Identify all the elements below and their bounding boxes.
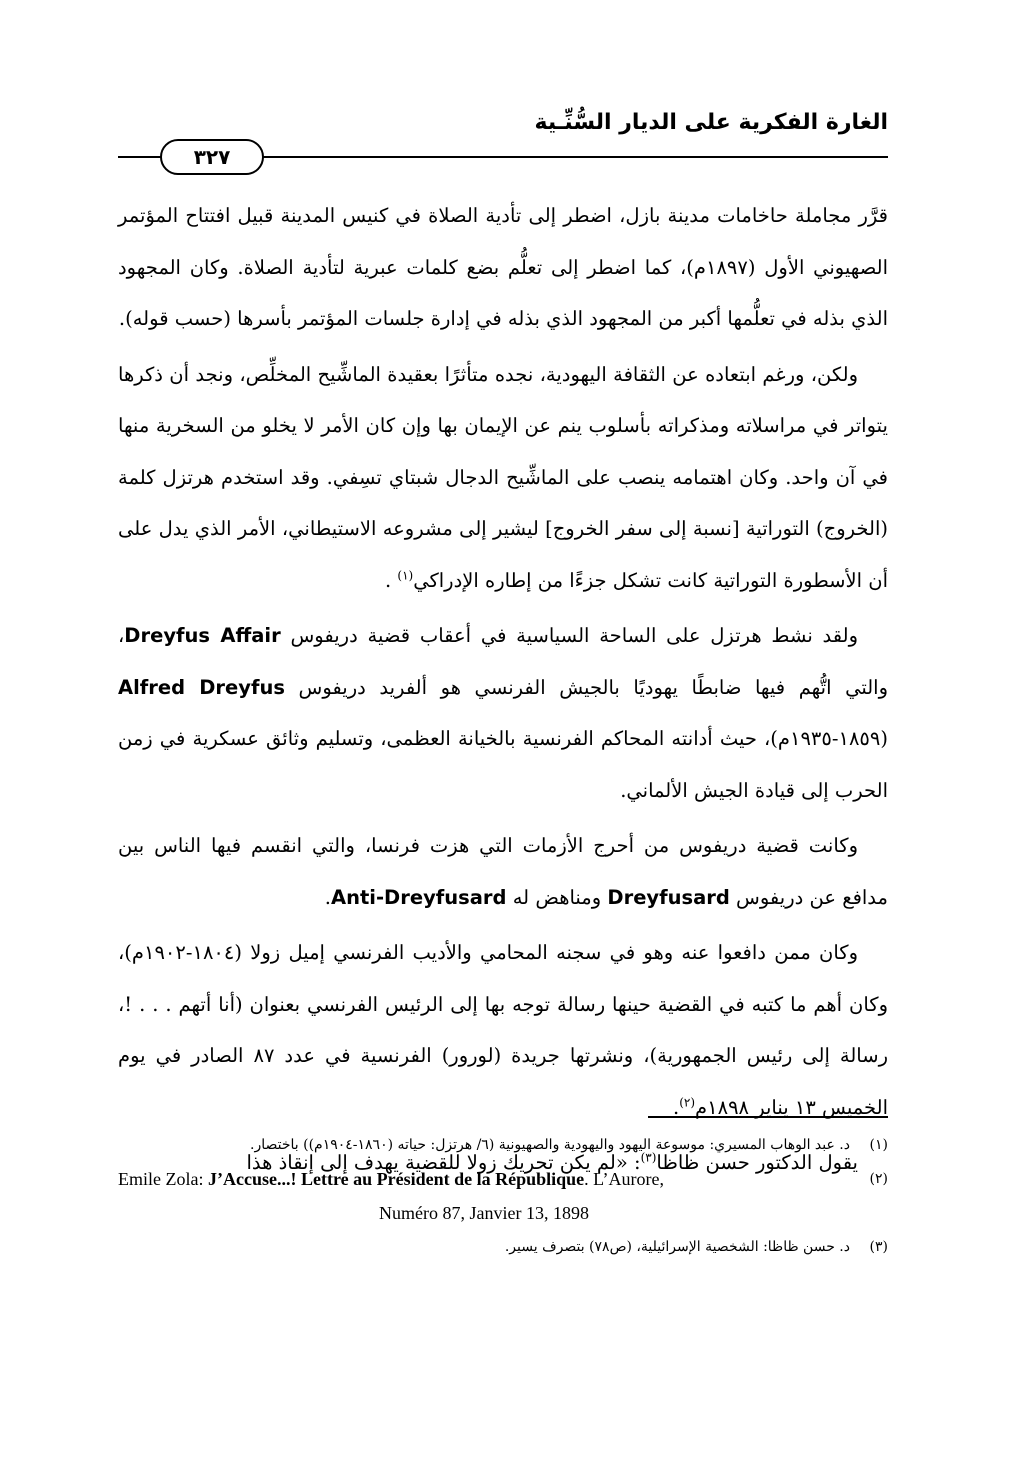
- footnote-1-number: (١): [869, 1137, 888, 1153]
- footnote-ref-2: (٢): [679, 1095, 696, 1109]
- paragraph-2-end: .: [384, 568, 392, 592]
- paragraph-3-text-b: ، والتي اتُّهم فيها ضابطًا يهوديًا بالجيش الفرنسي هو ألفريد دريفوس: [118, 624, 889, 699]
- paragraph-5: [118, 927, 888, 1133]
- page-number: ٣٢٧: [160, 139, 264, 175]
- paragraph-6-text-b: : «لم يكن تحريك زولا للقضية يهدف إلى إنقاذ هذا: [246, 1151, 641, 1174]
- running-title: الغارة الفكرية على الديار السُّنِّـية: [534, 110, 888, 135]
- footnotes: [118, 1128, 888, 1264]
- term-alfred-dreyfus: Alfred Dreyfus: [118, 675, 285, 699]
- footnote-2-number: (٢): [869, 1171, 888, 1187]
- footnote-separator: [648, 1116, 888, 1118]
- footnote-3-number: (٣): [869, 1239, 888, 1255]
- paragraph-6-text-a: يقول الدكتور حسن ظاظا: [656, 1151, 858, 1174]
- paragraph-4-text-a: وكانت قضية دريفوس من أحرج الأزمات التي هزت فرنسا، والتي انقسم فيها الناس بين مدافع عن دريفوس: [118, 834, 888, 909]
- paragraph-5-text: وكان ممن دافعوا عنه وهو في سجنه المحامي والأديب الفرنسي إميل زولا (١٨٠٤-١٩٠٢م)، وكان أهم ما كتبه في القضية حينها رسالة توجه بها إلى الرئيس الفرنسي بعنوان (أنا أتهم . . . !، رسالة إلى رئيس الجمهورية)، ونشرتها جريدة (لورور) الفرنسية في عدد ٨٧ الصادر في يوم الخميس ١٣ يناير ١٨٩٨م: [118, 941, 888, 1119]
- paragraph-1: [118, 190, 888, 345]
- footnote-2-issue: Numéro 87, Janvier 13, 1898: [379, 1203, 589, 1223]
- term-dreyfusard: Dreyfusard: [607, 885, 730, 909]
- footnote-3-text: د. حسن ظاظا: الشخصية الإسرائيلية، (ص٧٨) بتصرف يسير.: [504, 1239, 850, 1255]
- term-dreyfus-affair: Dreyfus Affair: [124, 624, 281, 647]
- paragraph-3-text-c: (١٨٥٩-١٩٣٥م)، حيث أدانته المحاكم الفرنسية بالخيانة العظمى، وتسليم وثائق عسكرية في زمن الحرب إلى قيادة الجيش الألماني.: [118, 727, 888, 802]
- footnote-2-author: Emile Zola:: [118, 1169, 208, 1189]
- paragraph-1-text: قرَّر مجاملة حاخامات مدينة بازل، اضطر إلى تأدية الصلاة في كنيس المدينة قبيل افتتاح المؤتمر الصهيوني الأول (١٨٩٧م)، كما اضطر إلى تعلُّم بضع كلمات عبرية لتأدية الصلاة. وكان المجهود الذي بذله في تعلُّمها أكبر من المجهود الذي بذله في إدارة جلسات المؤتمر بأسرها (حسب قوله).: [118, 204, 888, 330]
- footnote-2-publication: . L’Aurore,: [584, 1169, 664, 1189]
- paragraph-4-text-b: ومناهض له: [512, 885, 602, 909]
- paragraph-4: [118, 820, 888, 923]
- footnote-1-text: د. عبد الوهاب المسيري: موسوعة اليهود واليهودية والصهيونية (٦/ هرتزل: حياته (١٨٦٠-١٩٠٤م)) باختصار.: [250, 1137, 850, 1153]
- term-anti-dreyfusard: Anti-Dreyfusard: [330, 885, 507, 909]
- paragraph-3: [118, 610, 888, 816]
- body-text: [118, 190, 888, 1189]
- paragraph-4-end: .: [324, 885, 331, 909]
- paragraph-2-text: ولكن، ورغم ابتعاده عن الثقافة اليهودية، نجده متأثرًا بعقيدة الماشِّيح المخلِّص، ونجد أن ذكرها يتواتر في مراسلاته ومذكراته بأسلوب ينم عن الإيمان بها وإن كان الأمر لا يخلو من السخرية منها في آن واحد. وكان اهتمامه ينصب على الماشِّيح الدجال شبتاي تسِفي. وقد استخدم هرتزل كلمة (الخروج) التوراتية [نسبة إلى سفر الخروج] ليشير إلى مشروعه الاستيطاني، الأمر الذي يدل على أن الأسطورة التوراتية كانت تشكل جزءًا من إطاره الإدراكي: [118, 362, 888, 592]
- footnote-ref-1: (١): [397, 568, 414, 582]
- footnote-2-title: J’Accuse...! Lettre au Président de la République: [207, 1169, 585, 1189]
- footnote-3: [118, 1230, 888, 1264]
- paragraph-2: [118, 349, 888, 607]
- paragraph-3-text-a: ولقد نشط هرتزل على الساحة السياسية في أعقاب قضية دريفوس: [290, 624, 858, 647]
- footnote-ref-3: (٣): [640, 1150, 657, 1165]
- paragraph-5-end: .: [673, 1095, 680, 1119]
- footnote-1: [118, 1128, 888, 1162]
- footnote-2: [118, 1162, 888, 1230]
